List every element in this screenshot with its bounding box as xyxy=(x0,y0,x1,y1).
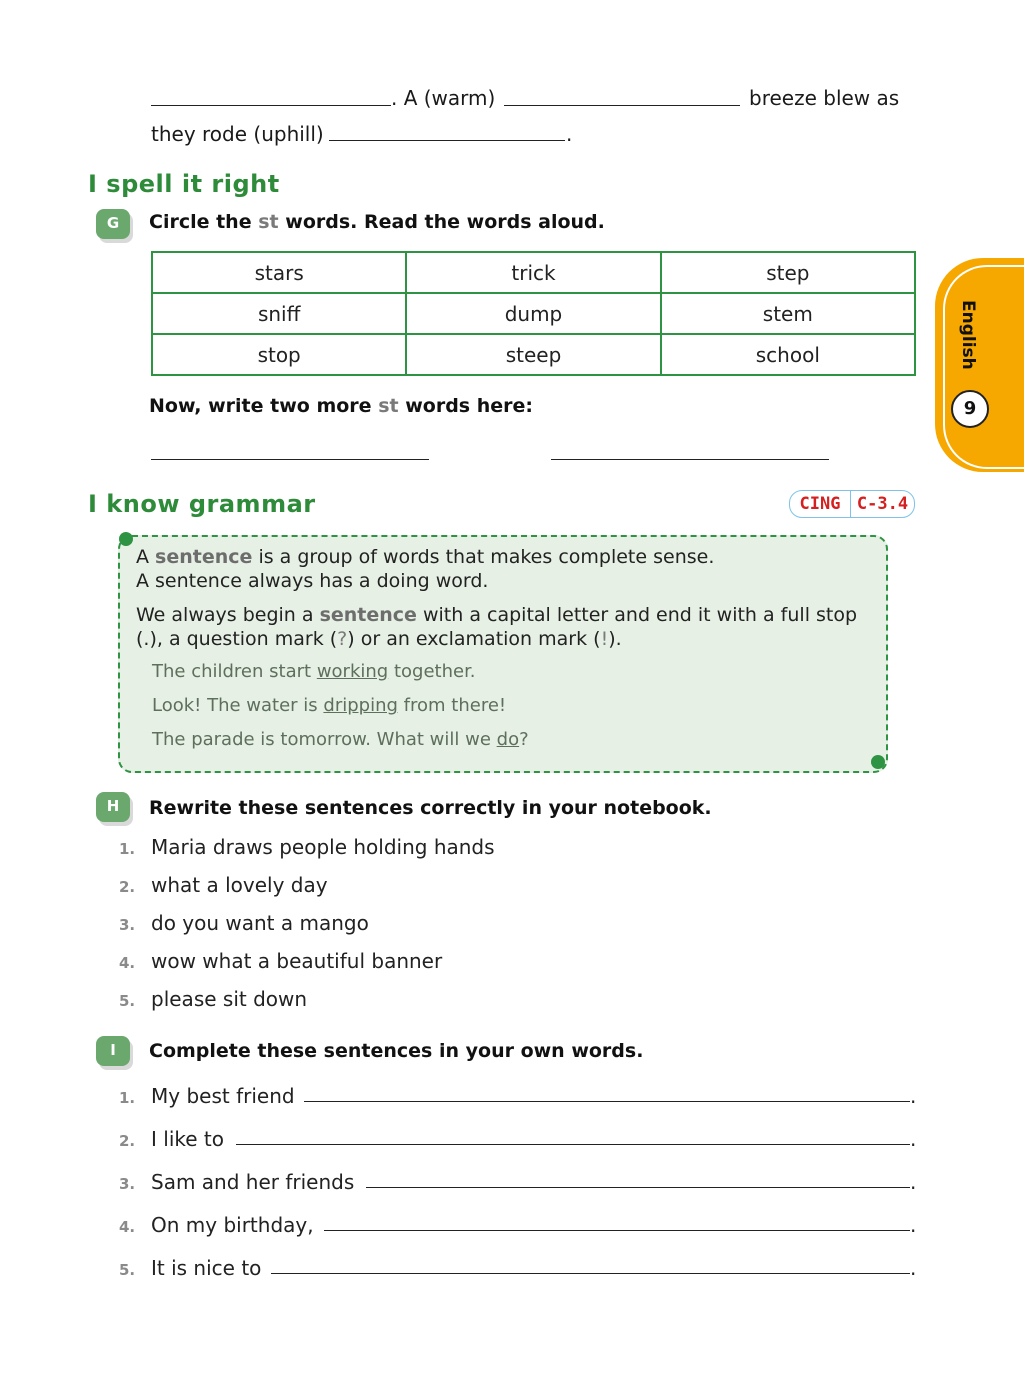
info-text: A xyxy=(136,546,149,568)
complete-item: My best friend xyxy=(151,1084,295,1108)
full-stop: . xyxy=(910,1127,917,1151)
badge-g: G xyxy=(96,209,130,239)
example-text: The parade is tomorrow. What will we xyxy=(152,729,491,750)
item-number: 1. xyxy=(119,840,136,858)
subject-label: English xyxy=(958,300,978,370)
info-line-1 xyxy=(136,545,714,569)
info-text: with a capital letter and end it with a full stop xyxy=(422,604,858,626)
instruction-write-more xyxy=(149,395,533,417)
info-line-4 xyxy=(136,627,622,651)
section-heading-spell: I spell it right xyxy=(88,170,280,198)
info-text: ) or an exclamation mark ( xyxy=(347,628,601,650)
instruction-complete: Complete these sentences in your own words. xyxy=(149,1040,644,1062)
word-cell[interactable]: dump xyxy=(406,293,660,334)
item-number: 2. xyxy=(119,1132,136,1150)
instr-part-a: Circle the xyxy=(149,211,252,233)
top-line2-end: . xyxy=(566,122,573,146)
top-line1-end: breeze blew as xyxy=(749,86,900,110)
cing-badge xyxy=(789,490,915,518)
top-line1-sep: . A (warm) xyxy=(391,86,496,110)
full-stop: . xyxy=(910,1213,917,1237)
box-dot-bottom xyxy=(871,755,885,769)
cing-code: C-3.4 xyxy=(856,494,909,514)
rewrite-item: do you want a mango xyxy=(151,911,369,935)
example-text: The children start xyxy=(152,661,312,682)
table-row xyxy=(152,252,915,293)
full-stop: . xyxy=(910,1084,917,1108)
blank-line-uphill[interactable] xyxy=(329,122,565,141)
answer-line[interactable] xyxy=(324,1230,910,1231)
info-keyword: sentence xyxy=(319,604,417,626)
example-1 xyxy=(152,661,476,682)
example-doing-word: dripping xyxy=(323,695,398,716)
blank-line-1[interactable] xyxy=(151,87,391,106)
blank-line-warm[interactable] xyxy=(504,87,740,106)
badge-i: I xyxy=(96,1036,130,1066)
more-part-a: Now, write two more xyxy=(149,395,372,417)
item-number: 4. xyxy=(119,1218,136,1236)
write-line-2[interactable] xyxy=(551,459,829,460)
item-number: 3. xyxy=(119,1175,136,1193)
example-text: Look! The water is xyxy=(152,695,318,716)
info-text: We always begin a xyxy=(136,604,314,626)
more-st: st xyxy=(378,395,399,417)
word-cell[interactable]: step xyxy=(661,252,915,293)
question-mark-symbol: ? xyxy=(337,628,348,650)
exclamation-mark-symbol: ! xyxy=(600,628,609,650)
complete-item: Sam and her friends xyxy=(151,1170,355,1194)
table-row xyxy=(152,293,915,334)
complete-item: I like to xyxy=(151,1127,224,1151)
example-3 xyxy=(152,729,529,750)
item-number: 3. xyxy=(119,916,136,934)
answer-line[interactable] xyxy=(236,1144,910,1145)
word-cell[interactable]: trick xyxy=(406,252,660,293)
info-line-3 xyxy=(136,603,857,627)
instr-st: st xyxy=(258,211,279,233)
box-dot-top xyxy=(119,532,133,546)
item-number: 5. xyxy=(119,992,136,1010)
example-text: from there! xyxy=(403,695,507,716)
top-line2-start: they rode (uphill) xyxy=(151,122,324,146)
item-number: 2. xyxy=(119,878,136,896)
word-cell[interactable]: steep xyxy=(406,334,660,375)
words-table xyxy=(151,251,916,376)
write-line-1[interactable] xyxy=(151,459,429,460)
item-number: 5. xyxy=(119,1261,136,1279)
rewrite-item: please sit down xyxy=(151,987,308,1011)
complete-item: On my birthday, xyxy=(151,1213,314,1237)
example-2 xyxy=(152,695,506,716)
answer-line[interactable] xyxy=(366,1187,910,1188)
rewrite-item: what a lovely day xyxy=(151,873,328,897)
info-text: is a group of words that makes complete sense. xyxy=(258,546,715,568)
info-text: ). xyxy=(608,628,622,650)
rewrite-item: Maria draws people holding hands xyxy=(151,835,495,859)
table-row xyxy=(152,334,915,375)
info-text: (.), a question mark ( xyxy=(136,628,338,650)
more-part-b: words here: xyxy=(405,395,533,417)
item-number: 4. xyxy=(119,954,136,972)
instruction-circle xyxy=(149,211,605,233)
word-cell[interactable]: stop xyxy=(152,334,406,375)
info-line-2: A sentence always has a doing word. xyxy=(136,570,489,592)
full-stop: . xyxy=(910,1170,917,1194)
example-text: ? xyxy=(519,729,529,750)
instr-part-b: words. Read the words aloud. xyxy=(285,211,605,233)
instruction-rewrite: Rewrite these sentences correctly in your notebook. xyxy=(149,797,712,819)
word-cell[interactable]: stars xyxy=(152,252,406,293)
example-doing-word: do xyxy=(496,729,520,750)
example-doing-word: working xyxy=(316,661,389,682)
badge-h: H xyxy=(96,792,130,822)
subject-tab xyxy=(935,258,1024,472)
word-cell[interactable]: school xyxy=(661,334,915,375)
word-cell[interactable]: stem xyxy=(661,293,915,334)
section-heading-grammar: I know grammar xyxy=(88,490,316,518)
item-number: 1. xyxy=(119,1089,136,1107)
info-keyword: sentence xyxy=(155,546,253,568)
answer-line[interactable] xyxy=(304,1101,910,1102)
page-number: 9 xyxy=(951,390,989,428)
answer-line[interactable] xyxy=(271,1273,910,1274)
complete-item: It is nice to xyxy=(151,1256,262,1280)
rewrite-item: wow what a beautiful banner xyxy=(151,949,443,973)
word-cell[interactable]: sniff xyxy=(152,293,406,334)
cing-label: CING xyxy=(790,491,851,517)
example-text: together. xyxy=(393,661,476,682)
full-stop: . xyxy=(910,1256,917,1280)
